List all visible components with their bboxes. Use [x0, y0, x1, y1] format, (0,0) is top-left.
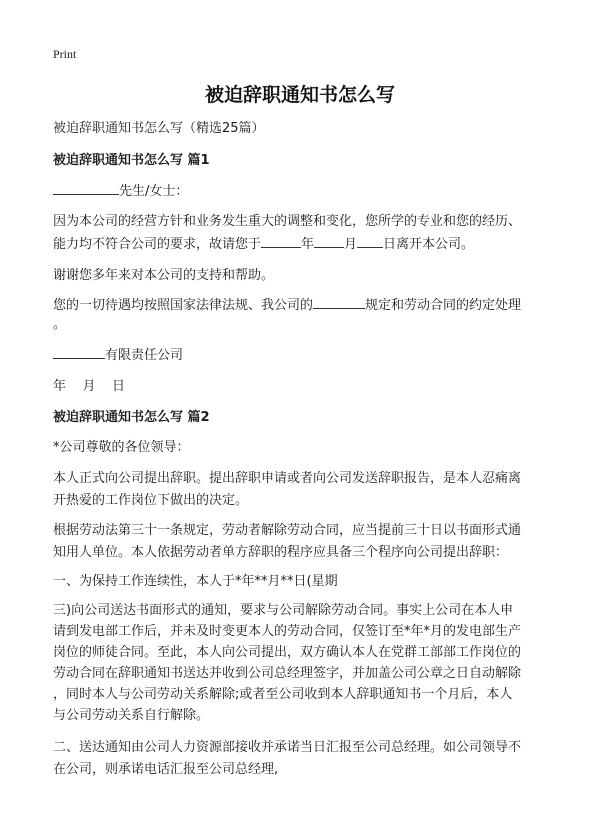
- article-1-date: 年 月 日: [53, 379, 126, 394]
- article-2-p4-line1: 三)向公司送达书面形式的通知，要求与公司解除劳动合同。事实上公司在本人申: [53, 603, 514, 618]
- year-blank: [261, 233, 301, 248]
- article-2-p3: 一、为保持工作连续性，本人于*年**月**日(星期: [53, 574, 338, 589]
- article-2-salutation: *公司尊敬的各位领导：: [53, 440, 190, 455]
- print-link[interactable]: Print: [53, 47, 77, 61]
- article-2-p4-line5: ，同时本人与公司劳动关系解除;或者至公司收到本人辞职通知书一个月后，本人: [53, 687, 513, 702]
- month-label: 月: [344, 237, 358, 252]
- year-label: 年: [301, 237, 315, 252]
- article-2-heading: 被迫辞职通知书怎么写 篇2: [53, 410, 210, 425]
- article-2-p5-line2: 在公司，则承诺电话汇报至公司总经理,: [53, 762, 279, 777]
- name-blank: [53, 180, 119, 195]
- article-2-p5-line1: 二、送达通知由公司人力资源部接收并承诺当日汇报至公司总经理。如公司领导不: [53, 740, 522, 755]
- month-blank: [314, 233, 344, 248]
- article-2-p1-line2: 开热爱的工作岗位下做出的决定。: [53, 493, 249, 508]
- day-blank: [357, 233, 383, 248]
- article-1-heading: 被迫辞职通知书怎么写 篇1: [53, 153, 210, 168]
- p1-text-d: 日离开本公司。: [383, 237, 475, 252]
- company-blank: [53, 344, 105, 359]
- article-1-p1-line2: [53, 233, 553, 256]
- p3-text-a: 您的一切待遇均按照国家法律法规、我公司的: [53, 298, 314, 313]
- article-1-company: [53, 344, 553, 367]
- salutation-text: 先生/女士：: [119, 184, 189, 199]
- article-2-p4-line2: 请到发电部工作后，并未及时变更本人的劳动合同，仅签订至*年*月的发电部生产: [53, 624, 522, 639]
- article-1-p3-line2: 。: [53, 317, 67, 332]
- article-2-p2-line2: 知用人单位。本人依据劳动者单方辞职的程序应具备三个程序向公司提出辞职：: [53, 545, 509, 560]
- article-2-p4-line4: 劳动合同在辞职通知书送达并收到公司总经理签字，并加盖公司公章之日自动解除: [53, 666, 522, 681]
- article-1-p1-line1: 因为本公司的经营方针和业务发生重大的调整和变化，您所学的专业和您的经历、: [53, 214, 522, 229]
- article-1-p2: 谢谢您多年来对本公司的支持和帮助。: [53, 268, 275, 283]
- article-2-p4-line6: 与公司劳动关系自行解除。: [53, 708, 210, 723]
- rules-blank: [313, 294, 365, 309]
- page-title: 被迫辞职通知书怎么写: [204, 84, 395, 106]
- article-2-p4-line3: 岗位的师徒合同。至此，本人向公司提出，双方确认本人在党群工部部工作岗位的: [53, 645, 522, 660]
- article-1-salutation: [53, 180, 553, 203]
- article-2-p2-line1: 根据劳动法第三十一条规定，劳动者解除劳动合同，应当提前三十日以书面形式通: [53, 523, 522, 538]
- p1-text-a: 能力均不符合公司的要求，故请您于: [53, 237, 262, 252]
- article-2-p1-line1: 本人正式向公司提出辞职。提出辞职申请或者向公司发送辞职报告，是本人忍痛离: [53, 471, 522, 486]
- p3-text-b: 规定和劳动合同的约定处理: [365, 298, 522, 313]
- intro-line: 被迫辞职通知书怎么写（精选25篇）: [53, 121, 265, 136]
- company-text: 有限责任公司: [105, 348, 184, 363]
